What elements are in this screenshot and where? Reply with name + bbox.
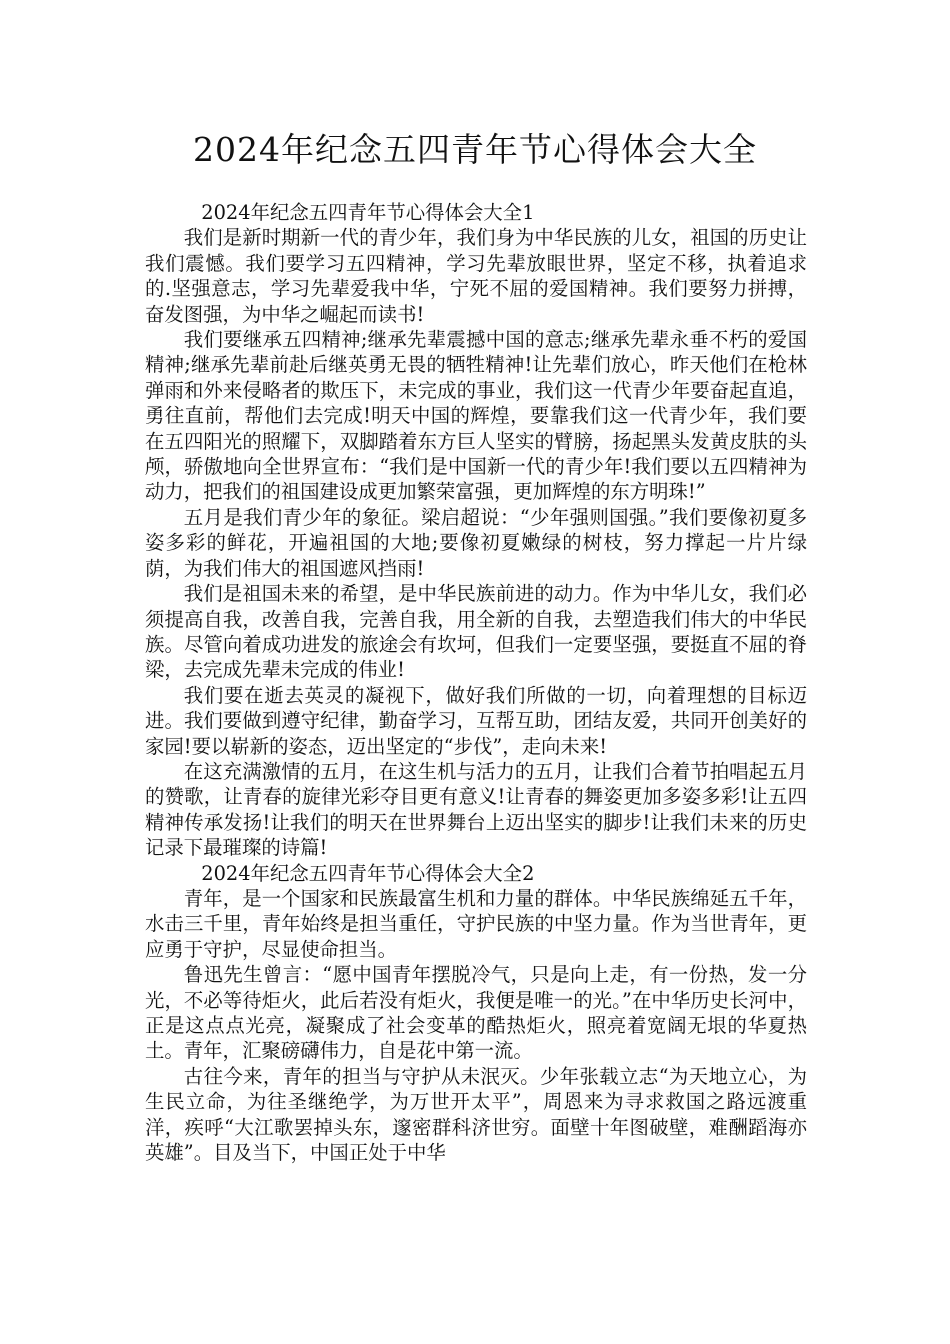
body-paragraph: 我们是祖国未来的希望，是中华民族前进的动力。作为中华儿女，我们必须提高自我，改善自我，完善自我，用全新的自我，去塑造我们伟大的中华民族。尽管向着成功进发的旅途会有坎坷，但我们一定要坚强，要挺直不屈的脊梁，去完成先辈未完成的伟业! [145,582,807,682]
body-paragraph: 古往今来，青年的担当与守护从未泯灭。少年张载立志“为天地立心，为生民立命，为往圣继绝学，为万世开太平”，周恩来为寻求救国之路远渡重洋，疾呼“大江歌罢掉头东，邃密群科济世穷。面壁十年图破壁，难酬蹈海亦英雄”。目及当下，中国正处于中华 [145,1064,807,1165]
body-paragraph: 鲁迅先生曾言：“愿中国青年摆脱冷气，只是向上走，有一份热，发一分光，不必等待炬火，此后若没有炬火，我便是唯一的光。”在中华历史长河中，正是这点点光亮，凝聚成了社会变革的酷热炬火，照亮着宽阔无垠的华夏热土。青年，汇聚磅礴伟力，自是花中第一流。 [145,963,807,1063]
document-title: 2024年纪念五四青年节心得体会大全 [193,130,757,169]
section-heading: 2024年纪念五四青年节心得体会大全1 [201,201,535,224]
body-paragraph: 五月是我们青少年的象征。梁启超说：“少年强则国强。”我们要像初夏多姿多彩的鲜花，开遍祖国的大地;要像初夏嫩绿的树枝，努力撑起一片片绿荫，为我们伟大的祖国遮风挡雨! [145,505,807,580]
section-heading: 2024年纪念五四青年节心得体会大全2 [201,861,535,885]
body-paragraph: 我们是新时期新一代的青少年，我们身为中华民族的儿女，祖国的历史让我们震憾。我们要学习五四精神，学习先辈放眼世界，坚定不移，执着追求的.坚强意志，学习先辈爱我中华，宁死不屈的爱国精神。我们要努力拼搏，奋发图强，为中华之崛起而读书! [145,226,807,326]
body-paragraph: 我们要在逝去英灵的凝视下，做好我们所做的一切，向着理想的目标迈进。我们要做到遵守纪律，勤奋学习，互帮互助，团结友爱，共同开创美好的家园!要以崭新的姿态，迈出坚定的“步伐”，走向未来! [145,683,807,758]
body-paragraph: 我们要继承五四精神;继承先辈震撼中国的意志;继承先辈永垂不朽的爱国精神;继承先辈前赴后继英勇无畏的牺牲精神!让先辈们放心，昨天他们在枪林弹雨和外来侵略者的欺压下，未完成的事业，我们这一代青少年要奋起直追，勇往直前，帮他们去完成!明天中国的辉煌，要靠我们这一代青少年，我们要在五四阳光的照耀下，双脚踏着东方巨人坚实的臂膀，扬起黑头发黄皮肤的头颅，骄傲地向全世界宣布：“我们是中国新一代的青少年!我们要以五四精神为动力，把我们的祖国建设成更加繁荣富强，更加辉煌的东方明珠!” [145,328,807,504]
body-paragraph: 青年，是一个国家和民族最富生机和力量的群体。中华民族绵延五千年，水击三千里，青年始终是担当重任，守护民族的中坚力量。作为当世青年，更应勇于守护，尽显使命担当。 [145,886,807,961]
body-paragraph: 在这充满激情的五月，在这生机与活力的五月，让我们合着节拍唱起五月的赞歌，让青春的旋律光彩夺目更有意义!让青春的舞姿更加多姿多彩!让五四精神传承发扬!让我们的明天在世界舞台上迈出坚实的脚步!让我们未来的历史记录下最璀璨的诗篇! [145,759,807,860]
document-body [145,200,807,1165]
